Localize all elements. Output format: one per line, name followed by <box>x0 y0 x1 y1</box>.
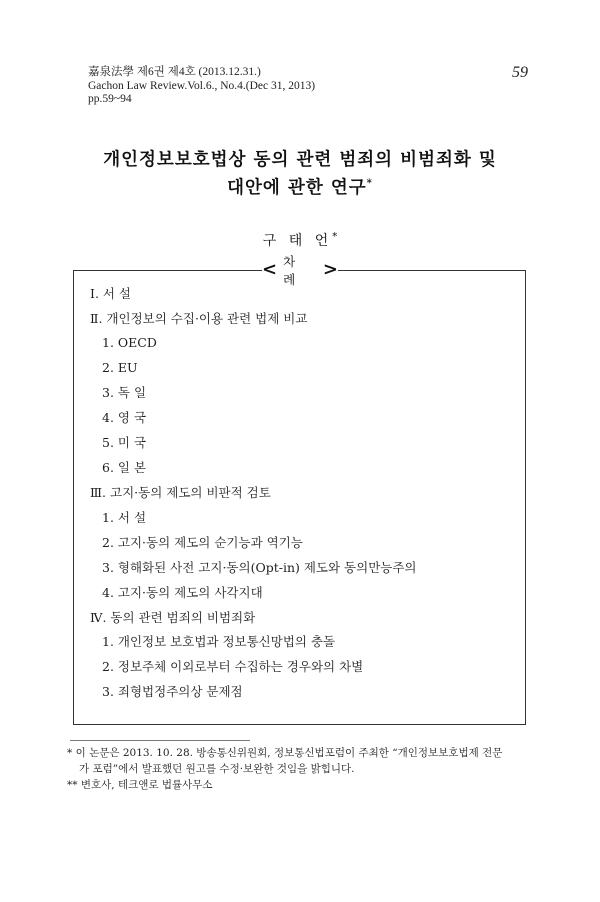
author-footnote-mark: * <box>332 231 338 243</box>
toc-section: Ⅳ. 동의 관련 범죄의 비범죄화 <box>90 610 256 625</box>
toc-subsection: 1. 개인정보 보호법과 정보통신망법의 충돌 <box>102 634 336 649</box>
toc-subsection: 3. 독 일 <box>102 385 147 400</box>
paper-title-text: 대안에 관한 연구 <box>227 178 367 198</box>
left-angle-icon: < <box>262 259 278 280</box>
page-number: 59 <box>512 64 528 81</box>
footnote-2: ** 변호사, 테크앤로 법률사무소 <box>67 779 213 791</box>
toc-subsection: 3. 죄형법정주의상 문제점 <box>102 684 243 699</box>
footnote-divider <box>70 740 250 741</box>
toc-subsection: 3. 형해화된 사전 고지·동의(Opt-in) 제도와 동의만능주의 <box>102 560 417 575</box>
page-range: pp.59~94 <box>88 93 132 105</box>
toc-label-text: 차 례 <box>283 254 300 287</box>
footnote-1-line-2: 가 포럼”에서 발표했던 원고를 수정·보완한 것임을 밝힙니다. <box>79 763 355 775</box>
paper-title-line-2 <box>60 174 540 199</box>
toc-subsection: 6. 일 본 <box>102 460 147 475</box>
toc-subsection: 2. 정보주체 이외로부터 수집하는 경우와의 차별 <box>102 659 364 674</box>
paper-title-line-1: 개인정보보호법상 동의 관련 범죄의 비범죄화 및 <box>103 150 497 170</box>
toc-subsection: 2. EU <box>102 360 138 375</box>
toc-section: Ⅲ. 고지·동의 제도의 비판적 검토 <box>90 485 271 500</box>
author <box>0 230 600 250</box>
toc-subsection: 2. 고지·동의 제도의 순기능과 역기능 <box>102 535 303 550</box>
right-angle-icon: > <box>322 259 338 280</box>
author-name: 구 태 언 <box>262 233 333 249</box>
footnote-1-line-1: * 이 논문은 2013. 10. 28. 방송통신위원회, 정보통신법포럼이 주최한 “개인정보보호법제 전문 <box>67 747 503 759</box>
toc-subsection: 1. 서 설 <box>102 510 147 525</box>
journal-name-english: Gachon Law Review.Vol.6., No.4.(Dec 31, 2013) <box>88 79 316 92</box>
toc-section: I. 서 설 <box>90 286 132 301</box>
toc-subsection: 1. OECD <box>102 335 157 350</box>
toc-subsection: 5. 미 국 <box>102 435 147 450</box>
journal-name-korean: 嘉泉法學 제6권 제4호 (2013.12.31.) <box>88 66 261 78</box>
title-footnote-mark: * <box>366 178 373 190</box>
toc-section: Ⅱ. 개인정보의 수집·이용 관련 법제 비교 <box>90 311 308 326</box>
toc-label <box>262 254 338 287</box>
journal-header <box>88 66 315 107</box>
toc-subsection: 4. 고지·동의 제도의 사각지대 <box>102 585 263 600</box>
toc-subsection: 4. 영 국 <box>102 410 147 425</box>
